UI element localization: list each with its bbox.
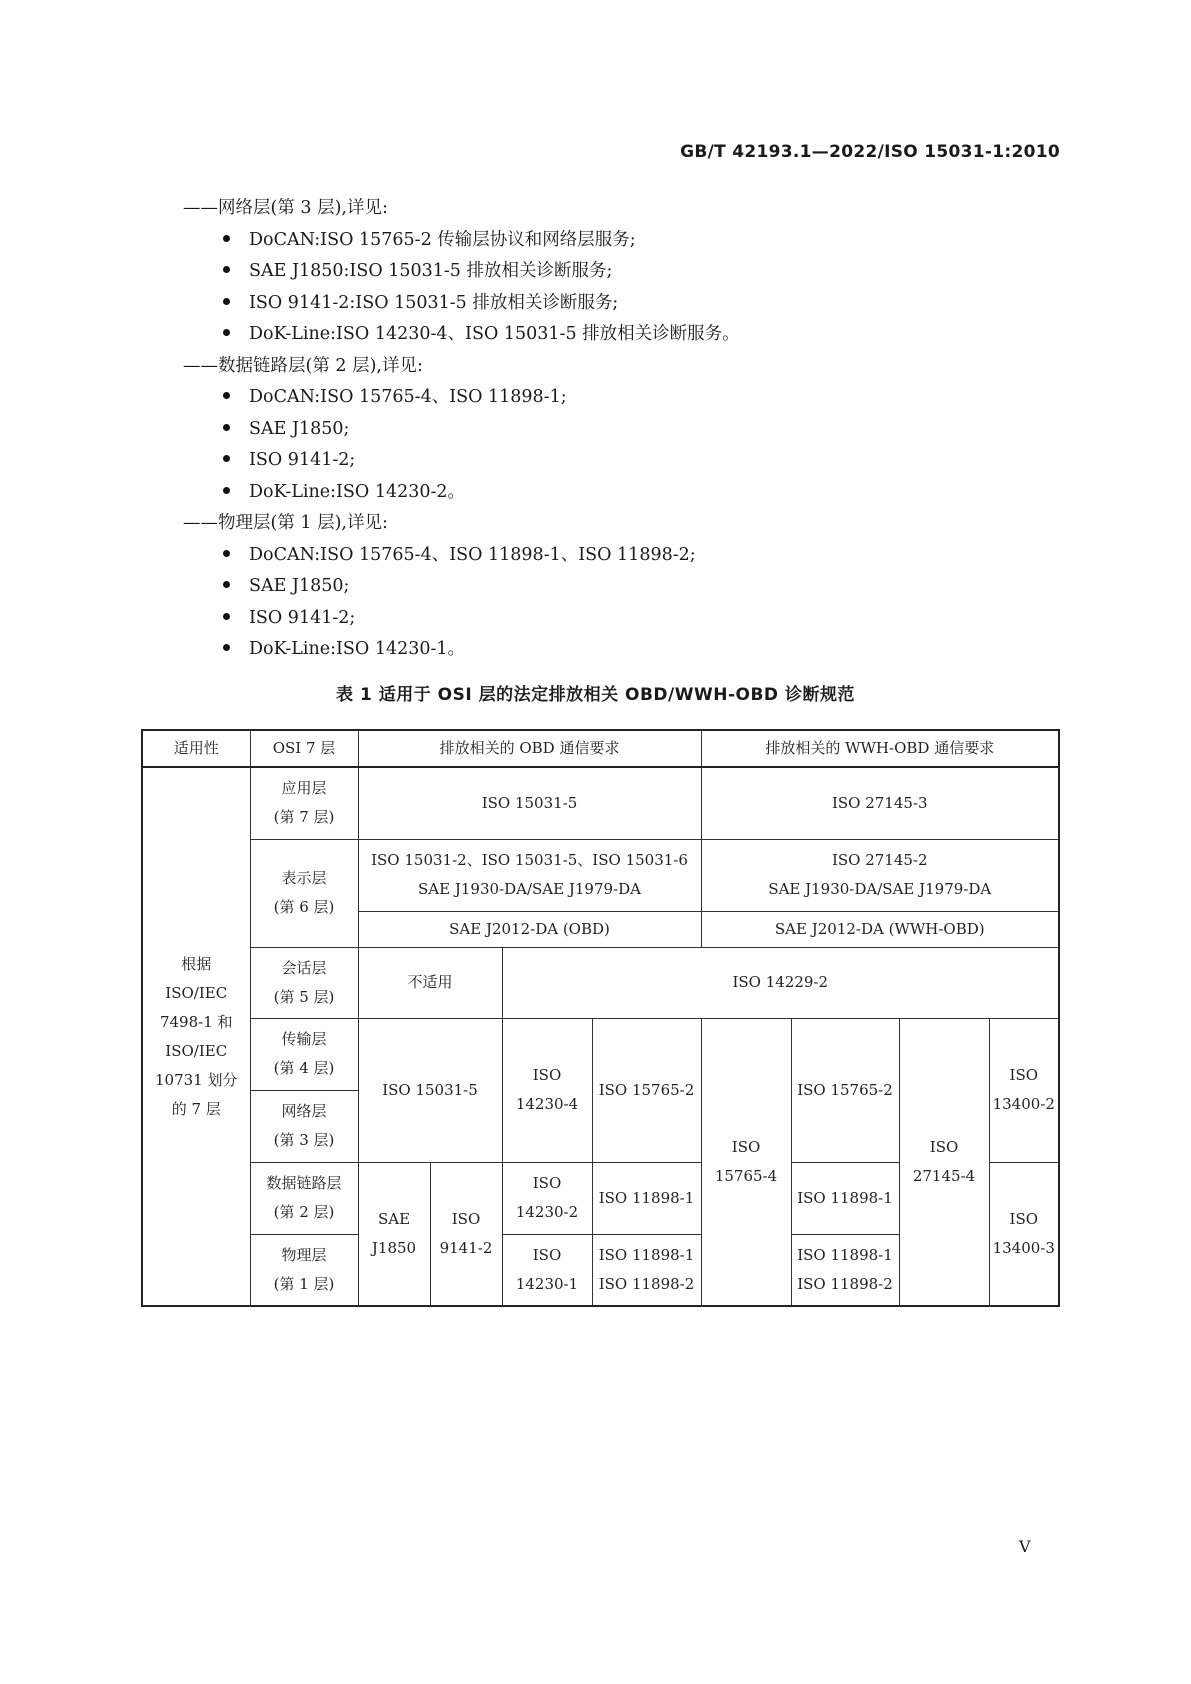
list-item-text: DoK-Line:ISO 14230-1。 <box>249 639 466 659</box>
list-item <box>223 477 1063 509</box>
l43-wwh-15765-cell: ISO 15765-2 <box>791 1018 899 1162</box>
list-item <box>223 414 1063 446</box>
list-item-text: ISO 9141-2; <box>249 607 356 628</box>
list-item-text: DoK-Line:ISO 14230-4、ISO 15031-5 排放相关诊断服务。 <box>249 324 740 344</box>
list-item <box>223 634 1063 666</box>
layer-list <box>183 193 1063 666</box>
col-15765-4-cell: ISO 15765-4 <box>701 1018 791 1306</box>
l6-wwh-cell: ISO 27145-2 SAE J1930-DA/SAE J1979-DA <box>701 839 1059 911</box>
l21-sae-cell: SAE J1850 <box>358 1162 430 1306</box>
list-item-text: ISO 9141-2; <box>249 450 356 470</box>
l1-wwh-11898-cell: ISO 11898-1 ISO 11898-2 <box>791 1234 899 1306</box>
bullet-icon <box>223 424 230 431</box>
l43-15765-cell: ISO 15765-2 <box>592 1018 701 1162</box>
bullet-icon <box>223 581 230 588</box>
page-number: V <box>1019 1537 1031 1556</box>
bullet-icon <box>223 298 230 305</box>
header-obd: 排放相关的 OBD 通信要求 <box>358 730 701 767</box>
list-item <box>223 603 1063 635</box>
list-item <box>223 382 1063 414</box>
bullet-icon <box>223 644 230 651</box>
list-item <box>223 288 1063 320</box>
l43-obd-cell: ISO 15031-5 <box>358 1018 502 1162</box>
list-item-text: SAE J1850; <box>249 576 350 596</box>
layer-7-cell: 应用层 (第 7 层) <box>250 767 358 839</box>
list-item <box>223 225 1063 257</box>
layer-1-cell: 物理层 (第 1 层) <box>250 1234 358 1306</box>
l7-wwh-cell: ISO 27145-3 <box>701 767 1059 839</box>
table-row <box>142 1018 1059 1090</box>
l6-obd-cell: ISO 15031-2、ISO 15031-5、ISO 15031-6 SAE J1930-DA/SAE J1979-DA <box>358 839 701 911</box>
list-item-text: DoCAN:ISO 15765-2 传输层协议和网络层服务; <box>249 229 636 250</box>
list-item-text: DoCAN:ISO 15765-4、ISO 11898-1; <box>249 387 567 407</box>
l6-wwh-dtc-cell: SAE J2012-DA (WWH-OBD) <box>701 911 1059 947</box>
bullet-icon <box>223 455 230 462</box>
table-title: 表 1 适用于 OSI 层的法定排放相关 OBD/WWH-OBD 诊断规范 <box>336 685 855 705</box>
table-header-row <box>142 730 1059 767</box>
l43-13400-cell: ISO 13400-2 <box>989 1018 1059 1162</box>
header-applicability: 适用性 <box>142 730 250 767</box>
bullet-icon <box>223 392 230 399</box>
l5-iso-cell: ISO 14229-2 <box>502 947 1059 1018</box>
section-heading: ——物理层(第 1 层),详见: <box>183 513 388 533</box>
layer-5-cell: 会话层 (第 5 层) <box>250 947 358 1018</box>
standard-code: GB/T 42193.1—2022/ISO 15031-1:2010 <box>680 142 1060 162</box>
list-item-text: DoK-Line:ISO 14230-2。 <box>249 481 466 502</box>
layer-2-cell: 数据链路层 (第 2 层) <box>250 1162 358 1234</box>
section-heading: ——网络层(第 3 层),详见: <box>183 198 388 218</box>
bullet-icon <box>223 613 230 620</box>
list-item <box>223 256 1063 288</box>
list-item-text: SAE J1850:ISO 15031-5 排放相关诊断服务; <box>249 261 613 281</box>
list-item-text: DoCAN:ISO 15765-4、ISO 11898-1、ISO 11898-2; <box>249 544 696 565</box>
table-row <box>142 767 1059 839</box>
l2-11898-cell: ISO 11898-1 <box>592 1162 701 1234</box>
header-wwh-obd: 排放相关的 WWH-OBD 通信要求 <box>701 730 1059 767</box>
layer-6-cell: 表示层 (第 6 层) <box>250 839 358 947</box>
l21-9141-cell: ISO 9141-2 <box>430 1162 502 1306</box>
l43-14230-cell: ISO 14230-4 <box>502 1018 592 1162</box>
l2-wwh-11898-cell: ISO 11898-1 <box>791 1162 899 1234</box>
l1-14230-cell: ISO 14230-1 <box>502 1234 592 1306</box>
l5-not-applicable-cell: 不适用 <box>358 947 502 1018</box>
l2-14230-cell: ISO 14230-2 <box>502 1162 592 1234</box>
applicability-cell: 根据 ISO/IEC 7498-1 和 ISO/IEC 10731 划分 的 7 层 <box>142 767 250 1306</box>
bullet-icon <box>223 235 230 242</box>
l1-11898-cell: ISO 11898-1 ISO 11898-2 <box>592 1234 701 1306</box>
list-item <box>223 540 1063 572</box>
section-heading: ——数据链路层(第 2 层),详见: <box>183 355 423 376</box>
header-osi-layer: OSI 7 层 <box>250 730 358 767</box>
table-row <box>142 839 1059 911</box>
l6-obd-dtc-cell: SAE J2012-DA (OBD) <box>358 911 701 947</box>
list-item <box>223 319 1063 351</box>
bullet-icon <box>223 487 230 494</box>
col-27145-4-cell: ISO 27145-4 <box>899 1018 989 1306</box>
bullet-icon <box>223 329 230 336</box>
l21-13400-cell: ISO 13400-3 <box>989 1162 1059 1306</box>
bullet-icon <box>223 550 230 557</box>
list-item-text: ISO 9141-2:ISO 15031-5 排放相关诊断服务; <box>249 292 619 313</box>
table-row <box>142 947 1059 1018</box>
bullet-icon <box>223 266 230 273</box>
list-item <box>223 445 1063 477</box>
list-item-text: SAE J1850; <box>249 418 350 439</box>
l7-obd-cell: ISO 15031-5 <box>358 767 701 839</box>
layer-3-cell: 网络层 (第 3 层) <box>250 1090 358 1162</box>
layer-4-cell: 传输层 (第 4 层) <box>250 1018 358 1090</box>
osi-spec-table <box>141 729 1060 1307</box>
list-item <box>223 571 1063 603</box>
